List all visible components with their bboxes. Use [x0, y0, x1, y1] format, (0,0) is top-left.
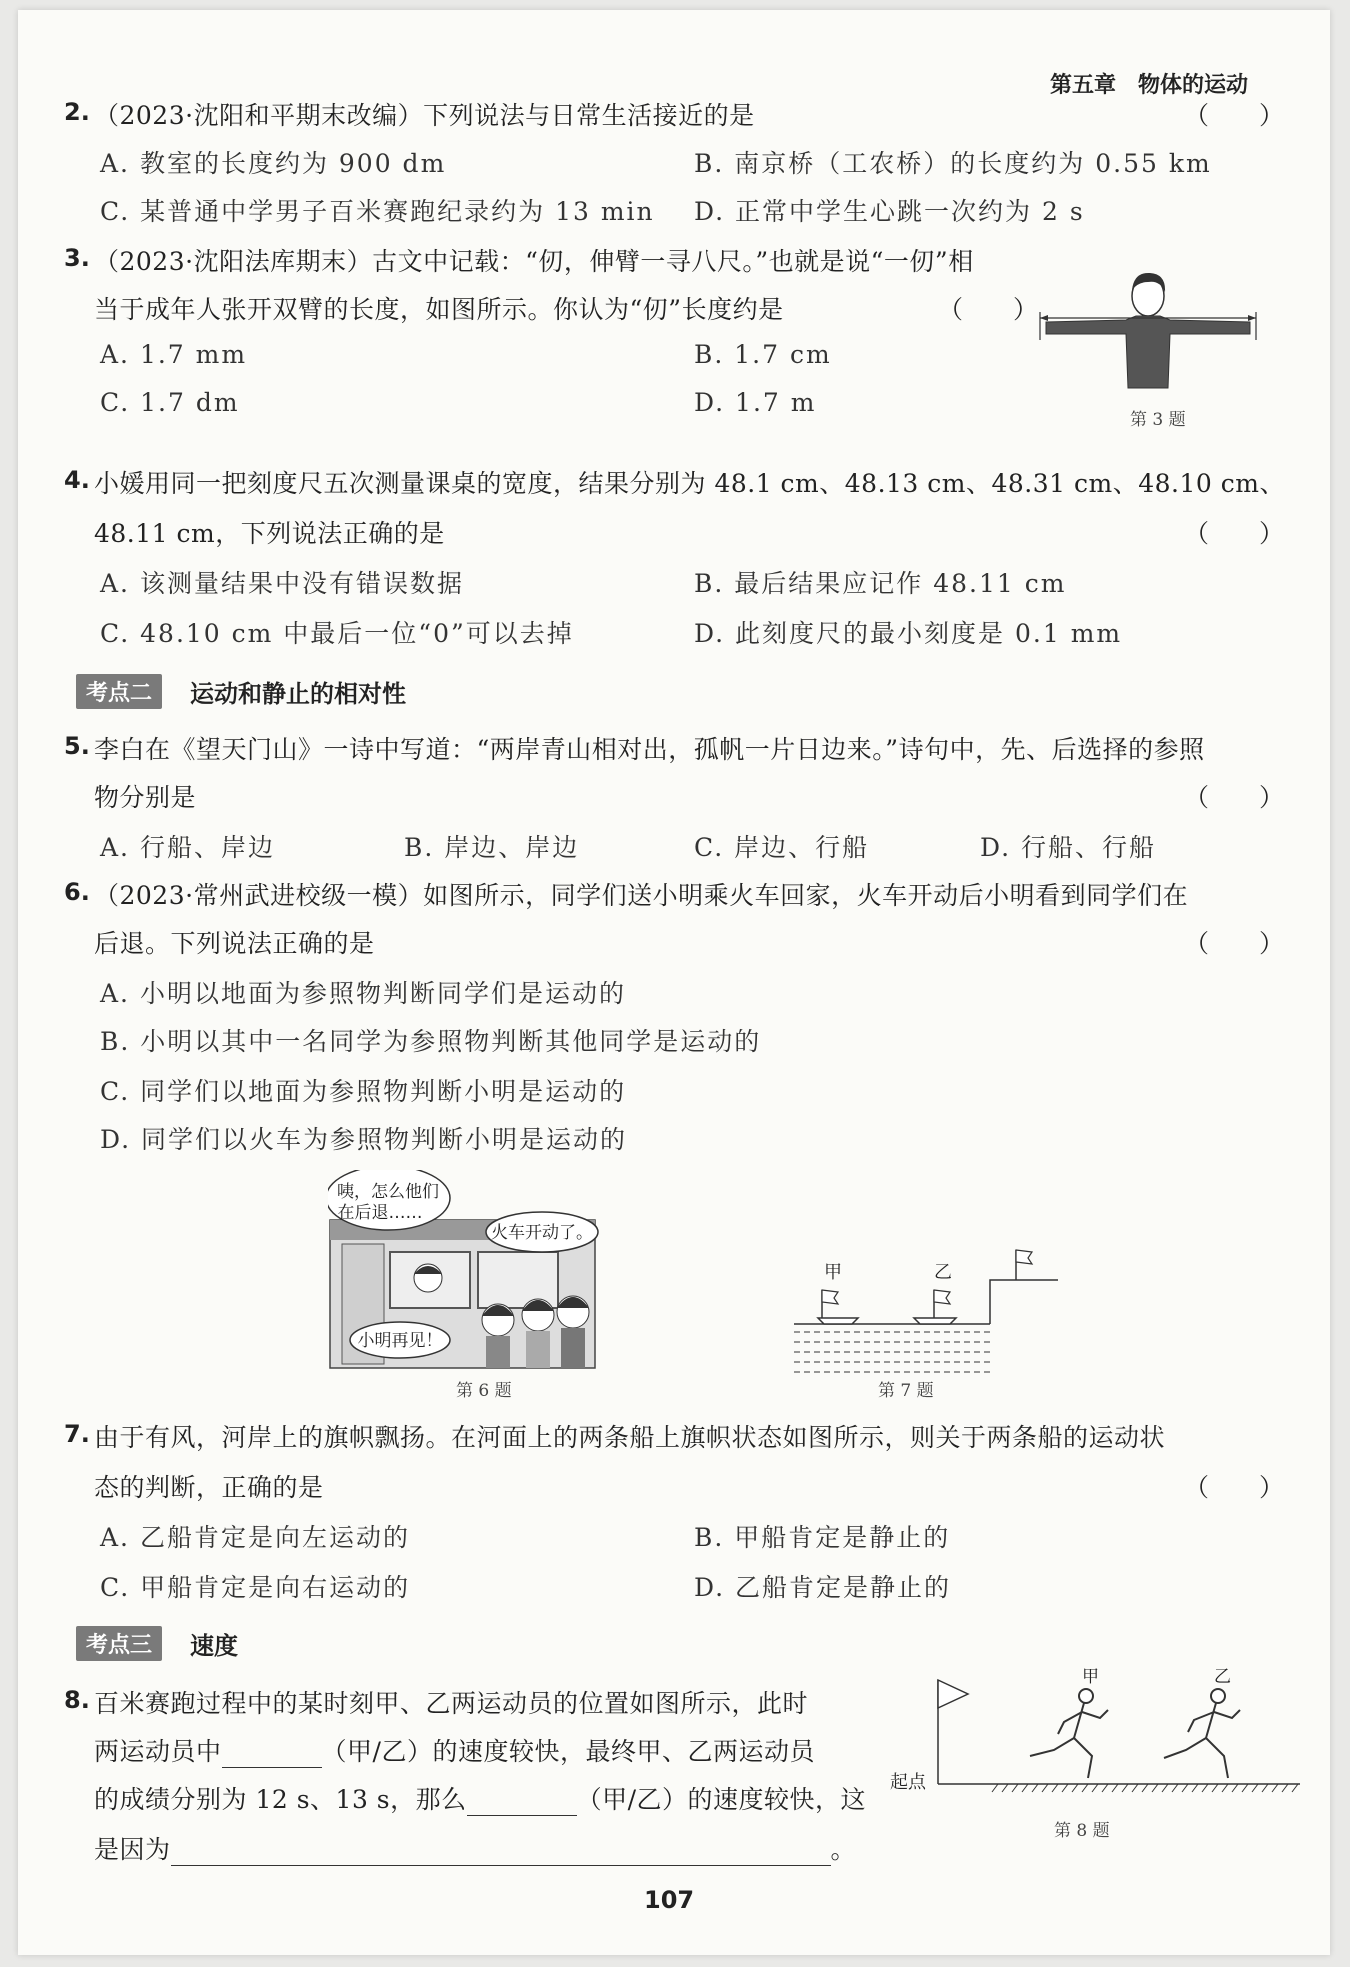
option-d: D. 同学们以火车为参照物判断小明是运动的 — [100, 1125, 628, 1154]
question-text — [94, 1830, 856, 1866]
question-text — [94, 1732, 815, 1768]
bubble-text: 火车开动了。 — [491, 1223, 593, 1243]
option-a: A. 教室的长度约为 900 dm — [100, 149, 447, 178]
option-c: C. 某普通中学男子百米赛跑纪录约为 13 min — [100, 197, 655, 226]
question-text — [94, 1780, 866, 1816]
figure-train-scene — [328, 1170, 628, 1370]
option-c: C. 1.7 dm — [100, 388, 240, 417]
option-c: C. 甲船肯定是向右运动的 — [100, 1573, 411, 1602]
option-d: D. 1.7 m — [694, 388, 817, 417]
figure-caption: 第 3 题 — [1130, 410, 1186, 430]
label-yi: 乙 — [1214, 1667, 1231, 1687]
question-number: 7. — [64, 1420, 90, 1448]
answer-paren: （ ） — [1184, 519, 1285, 548]
figure-boats-flags — [758, 1240, 1068, 1380]
label-jia: 甲 — [824, 1262, 842, 1283]
option-b: B. 甲船肯定是静止的 — [694, 1523, 951, 1552]
question-number: 3. — [64, 244, 90, 272]
label-start: 起点 — [890, 1772, 926, 1793]
page-number: 107 — [644, 1886, 695, 1914]
option-b: B. 1.7 cm — [694, 340, 832, 369]
answer-blank-3[interactable] — [171, 1865, 831, 1866]
section-tag: 考点二 — [76, 674, 162, 709]
option-c: C. 岸边、行船 — [694, 833, 870, 862]
bubble-text: 在后退…… — [337, 1203, 423, 1223]
question-text: （2023·沈阳法库期末）古文中记载：“仞，伸臂一寻八尺。”也就是说“一仞”相 — [94, 247, 974, 276]
option-b: B. 小明以其中一名同学为参照物判断其他同学是运动的 — [100, 1027, 762, 1056]
answer-paren: （ ） — [938, 295, 1039, 324]
question-text: 48.11 cm，下列说法正确的是 — [94, 519, 445, 548]
option-d: D. 乙船肯定是静止的 — [694, 1573, 952, 1602]
option-b: B. 岸边、岸边 — [404, 833, 580, 862]
text-segment: 的成绩分别为 12 s、13 s，那么 — [94, 1785, 467, 1814]
question-text: 当于成年人张开双臂的长度，如图所示。你认为“仞”长度约是 — [94, 295, 784, 324]
question-number: 2. — [64, 98, 90, 126]
text-segment: （甲/乙）的速度较快，最终甲、乙两运动员 — [321, 1737, 815, 1766]
question-text: （2023·沈阳和平期末改编）下列说法与日常生活接近的是 — [94, 101, 755, 130]
section-title: 速度 — [190, 1632, 238, 1660]
question-text: 百米赛跑过程中的某时刻甲、乙两运动员的位置如图所示，此时 — [94, 1689, 809, 1718]
option-a: A. 乙船肯定是向左运动的 — [100, 1523, 410, 1552]
answer-paren: （ ） — [1184, 1473, 1285, 1502]
option-b: B. 南京桥（工农桥）的长度约为 0.55 km — [694, 149, 1212, 178]
answer-paren: （ ） — [1184, 101, 1285, 130]
page — [18, 10, 1330, 1955]
bubble-text: 咦，怎么他们 — [337, 1182, 439, 1202]
label-yi: 乙 — [934, 1262, 952, 1283]
section-title: 运动和静止的相对性 — [190, 680, 406, 708]
figure-caption: 第 6 题 — [456, 1381, 512, 1401]
option-a: A. 小明以地面为参照物判断同学们是运动的 — [100, 979, 626, 1008]
figure-runners — [888, 1660, 1308, 1810]
option-c: C. 48.10 cm 中最后一位“0”可以去掉 — [100, 619, 574, 648]
question-text: 后退。下列说法正确的是 — [94, 929, 375, 958]
answer-paren: （ ） — [1184, 929, 1285, 958]
question-number: 8. — [64, 1686, 90, 1714]
option-c: C. 同学们以地面为参照物判断小明是运动的 — [100, 1077, 627, 1106]
answer-blank-1[interactable] — [222, 1767, 322, 1768]
figure-caption: 第 8 题 — [1054, 1821, 1110, 1841]
figure-caption: 第 7 题 — [878, 1381, 934, 1401]
answer-blank-2[interactable] — [467, 1815, 577, 1816]
option-d: D. 行船、行船 — [980, 833, 1157, 862]
option-b: B. 最后结果应记作 48.11 cm — [694, 569, 1067, 598]
section-tag: 考点三 — [76, 1626, 162, 1661]
text-segment: （甲/乙）的速度较快，这 — [576, 1785, 867, 1814]
option-d: D. 正常中学生心跳一次约为 2 s — [694, 197, 1085, 226]
question-number: 5. — [64, 732, 90, 760]
bubble-text: 小明再见！ — [357, 1331, 443, 1351]
label-jia: 甲 — [1082, 1667, 1099, 1687]
question-number: 4. — [64, 466, 90, 494]
text-segment: 。 — [830, 1835, 857, 1864]
question-text: 态的判断，正确的是 — [94, 1473, 324, 1502]
text-segment: 是因为 — [94, 1835, 171, 1864]
figure-arm-span — [1038, 260, 1288, 400]
option-d: D. 此刻度尺的最小刻度是 0.1 mm — [694, 619, 1123, 648]
question-text: 物分别是 — [94, 783, 197, 812]
option-a: A. 行船、岸边 — [100, 833, 275, 862]
option-a: A. 1.7 mm — [100, 340, 248, 369]
text-segment: 两运动员中 — [94, 1737, 222, 1766]
option-a: A. 该测量结果中没有错误数据 — [100, 569, 464, 598]
question-number: 6. — [64, 878, 90, 906]
answer-paren: （ ） — [1184, 783, 1285, 812]
question-text: 由于有风，河岸上的旗帜飘扬。在河面上的两条船上旗帜状态如图所示，则关于两条船的运动状 — [94, 1423, 1166, 1452]
question-text: 小媛用同一把刻度尺五次测量课桌的宽度，结果分别为 48.1 cm、48.13 cm、48.31 cm、48.10 cm、 — [94, 469, 1285, 498]
chapter-title: 第五章 物体的运动 — [1050, 73, 1249, 98]
question-text: 李白在《望天门山》一诗中写道：“两岸青山相对出，孤帆一片日边来。”诗句中，先、后选择的参照 — [94, 735, 1205, 764]
question-text: （2023·常州武进校级一模）如图所示，同学们送小明乘火车回家，火车开动后小明看到同学们在 — [94, 881, 1189, 910]
